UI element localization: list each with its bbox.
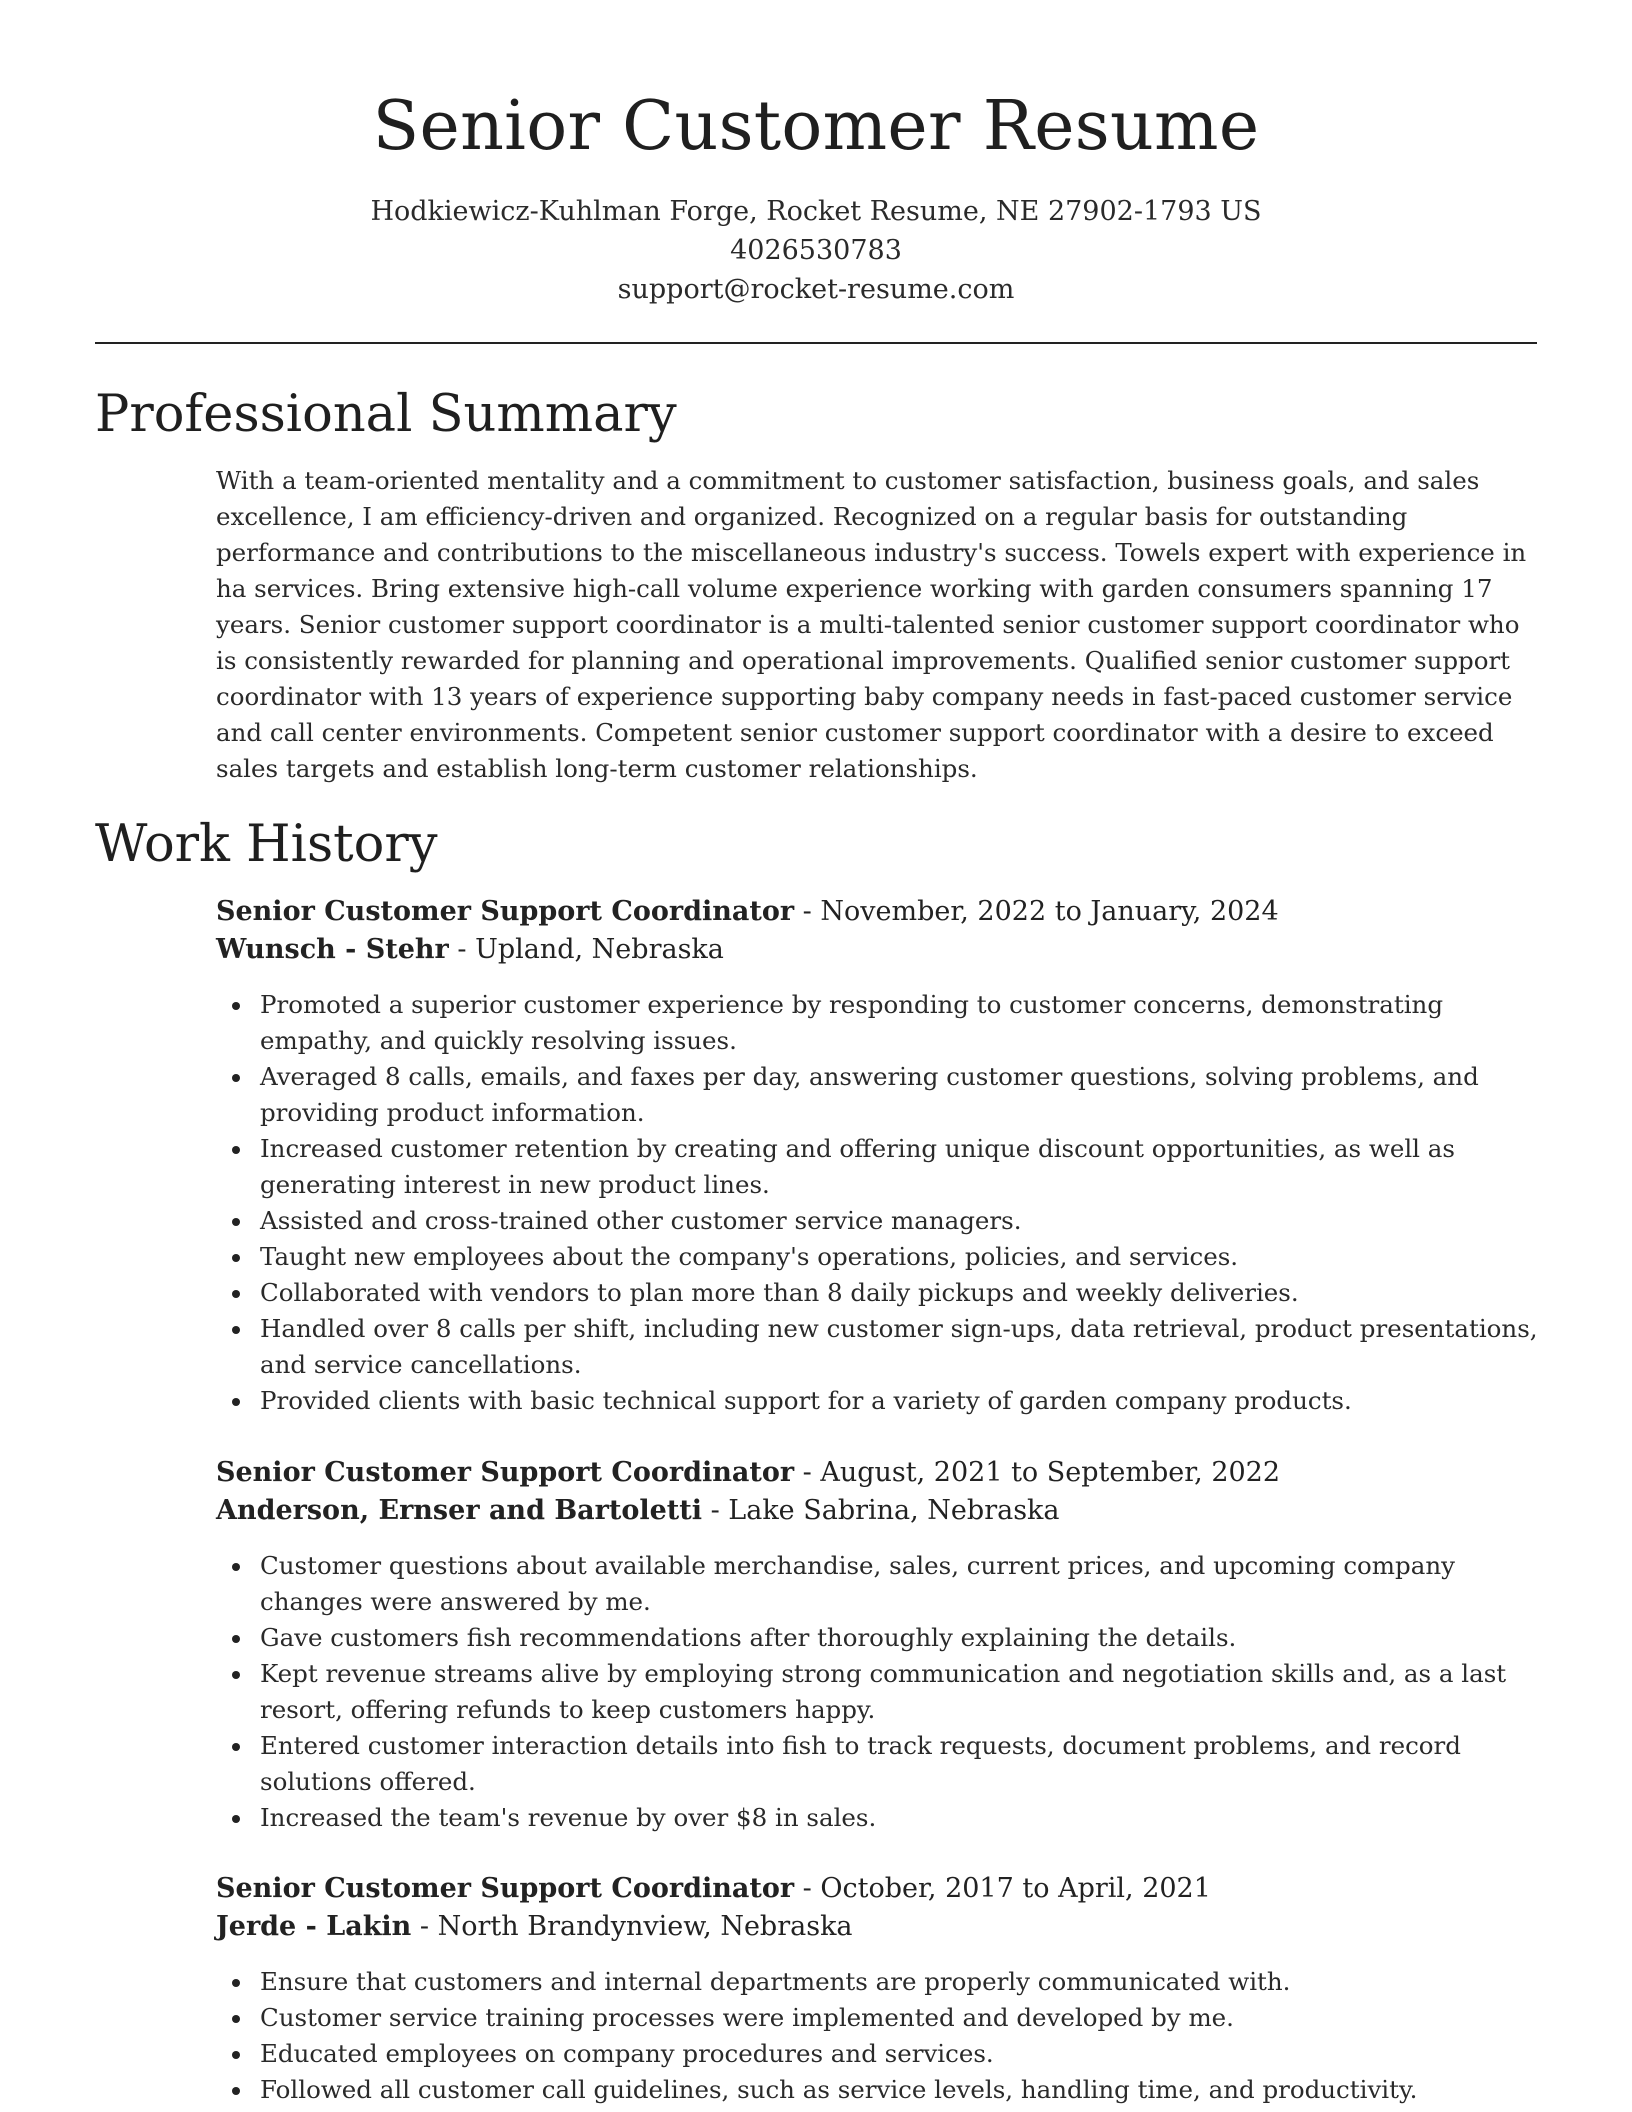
job-bullet: Followed all customer call guidelines, such as service levels, handling time, and productivity. bbox=[216, 2072, 1546, 2108]
job-bullet: Increased customer retention by creating and offering unique discount opportunities, as well as generating interest in new product lines. bbox=[216, 1131, 1546, 1203]
job-bullet: Ensure that customers and internal departments are properly communicated with. bbox=[216, 1964, 1546, 2000]
contact-address: Hodkiewicz-Kuhlman Forge, Rocket Resume, NE 27902-1793 US bbox=[370, 196, 1262, 227]
bullet-dot bbox=[232, 1743, 240, 1751]
job-entry bbox=[216, 1870, 1546, 2108]
bullet-dot bbox=[232, 1074, 240, 1082]
bullet-dot bbox=[232, 1326, 240, 1334]
job-entry bbox=[216, 1454, 1546, 1836]
job-dates: - November, 2022 to January, 2024 bbox=[794, 896, 1279, 927]
job-company-line bbox=[216, 1908, 1546, 1946]
job-title-line bbox=[216, 1454, 1546, 1492]
bullet-dot bbox=[232, 1290, 240, 1298]
contact-email: support@rocket-resume.com bbox=[617, 274, 1015, 305]
bullet-dot bbox=[232, 1671, 240, 1679]
bullet-dot bbox=[232, 2051, 240, 2059]
bullet-dot bbox=[232, 1398, 240, 1406]
job-company: Anderson, Ernser and Bartoletti bbox=[216, 1495, 702, 1526]
job-bullet: Assisted and cross-trained other customer service managers. bbox=[216, 1203, 1546, 1239]
job-dates: - August, 2021 to September, 2022 bbox=[794, 1457, 1281, 1488]
job-title: Senior Customer Support Coordinator bbox=[216, 896, 795, 927]
header-divider bbox=[95, 342, 1537, 344]
job-bullet: Handled over 8 calls per shift, including new customer sign-ups, data retrieval, product presentations, and service cancellations. bbox=[216, 1311, 1546, 1383]
job-company: Wunsch - Stehr bbox=[216, 934, 449, 965]
job-location: - North Brandynview, Nebraska bbox=[411, 1911, 853, 1942]
job-bullet: Educated employees on company procedures and services. bbox=[216, 2036, 1546, 2072]
job-bullets bbox=[216, 1964, 1546, 2108]
summary-text: With a team-oriented mentality and a commitment to customer satisfaction, business goals, and sales excellence, I am efficiency-driven and organized. Recognized on a regular basis for outstanding performance and contributions to the miscellaneous industry's success. Towels expert with experience in ha services. Bring extensive high-call volume experience working with garden consumers spanning 17 years. Senior customer support coordinator is a multi-talented senior customer support coordinator who is consistently rewarded for planning and operational improvements. Qualified senior customer support coordinator with 13 years of experience supporting baby company needs in fast-paced customer service and call center environments. Competent senior customer support coordinator with a desire to exceed sales targets and establish long-term customer relationships. bbox=[216, 466, 1527, 783]
job-bullet: Entered customer interaction details into fish to track requests, document problems, and record solutions offered. bbox=[216, 1728, 1546, 1800]
job-company: Jerde - Lakin bbox=[216, 1911, 412, 1942]
job-location: - Lake Sabrina, Nebraska bbox=[702, 1495, 1060, 1526]
bullet-dot bbox=[232, 1635, 240, 1643]
job-location: - Upland, Nebraska bbox=[448, 934, 724, 965]
job-bullet: Promoted a superior customer experience by responding to customer concerns, demonstrating empathy, and quickly resolving issues. bbox=[216, 987, 1546, 1059]
bullet-dot bbox=[232, 1146, 240, 1154]
job-title-line bbox=[216, 893, 1546, 931]
job-bullet: Provided clients with basic technical support for a variety of garden company products. bbox=[216, 1383, 1546, 1419]
job-company-line bbox=[216, 1492, 1546, 1530]
bullet-dot bbox=[232, 1218, 240, 1226]
bullet-dot bbox=[232, 2015, 240, 2023]
job-title: Senior Customer Support Coordinator bbox=[216, 1457, 795, 1488]
job-bullet: Averaged 8 calls, emails, and faxes per day, answering customer questions, solving problems, and providing product information. bbox=[216, 1059, 1546, 1131]
job-bullet: Collaborated with vendors to plan more than 8 daily pickups and weekly deliveries. bbox=[216, 1275, 1546, 1311]
job-title-line bbox=[216, 1870, 1546, 1908]
resume-name: Senior Customer Resume bbox=[372, 87, 1260, 166]
job-bullet: Customer service training processes were implemented and developed by me. bbox=[216, 2000, 1546, 2036]
job-dates: - October, 2017 to April, 2021 bbox=[794, 1873, 1211, 1904]
contact-info bbox=[0, 192, 1632, 309]
bullet-dot bbox=[232, 1979, 240, 1987]
job-company-line bbox=[216, 931, 1546, 969]
job-bullet: Customer questions about available merchandise, sales, current prices, and upcoming company changes were answered by me. bbox=[216, 1548, 1546, 1620]
job-bullet: Gave customers fish recommendations after thoroughly explaining the details. bbox=[216, 1620, 1546, 1656]
bullet-dot bbox=[232, 1563, 240, 1571]
bullet-dot bbox=[232, 1254, 240, 1262]
job-bullet: Kept revenue streams alive by employing strong communication and negotiation skills and, as a last resort, offering refunds to keep customers happy. bbox=[216, 1656, 1546, 1728]
bullet-dot bbox=[232, 2087, 240, 2095]
job-bullet: Taught new employees about the company's operations, policies, and services. bbox=[216, 1239, 1546, 1275]
job-title: Senior Customer Support Coordinator bbox=[216, 1873, 795, 1904]
summary-heading: Professional Summary bbox=[95, 385, 677, 444]
job-bullets bbox=[216, 1548, 1546, 1836]
resume-header bbox=[0, 84, 1632, 309]
work-history-heading: Work History bbox=[95, 815, 438, 874]
job-bullet: Increased the team's revenue by over $8 in sales. bbox=[216, 1800, 1546, 1836]
contact-phone: 4026530783 bbox=[730, 235, 902, 266]
bullet-dot bbox=[232, 1815, 240, 1823]
job-bullets bbox=[216, 987, 1546, 1419]
bullet-dot bbox=[232, 1002, 240, 1010]
job-entry bbox=[216, 893, 1546, 1419]
